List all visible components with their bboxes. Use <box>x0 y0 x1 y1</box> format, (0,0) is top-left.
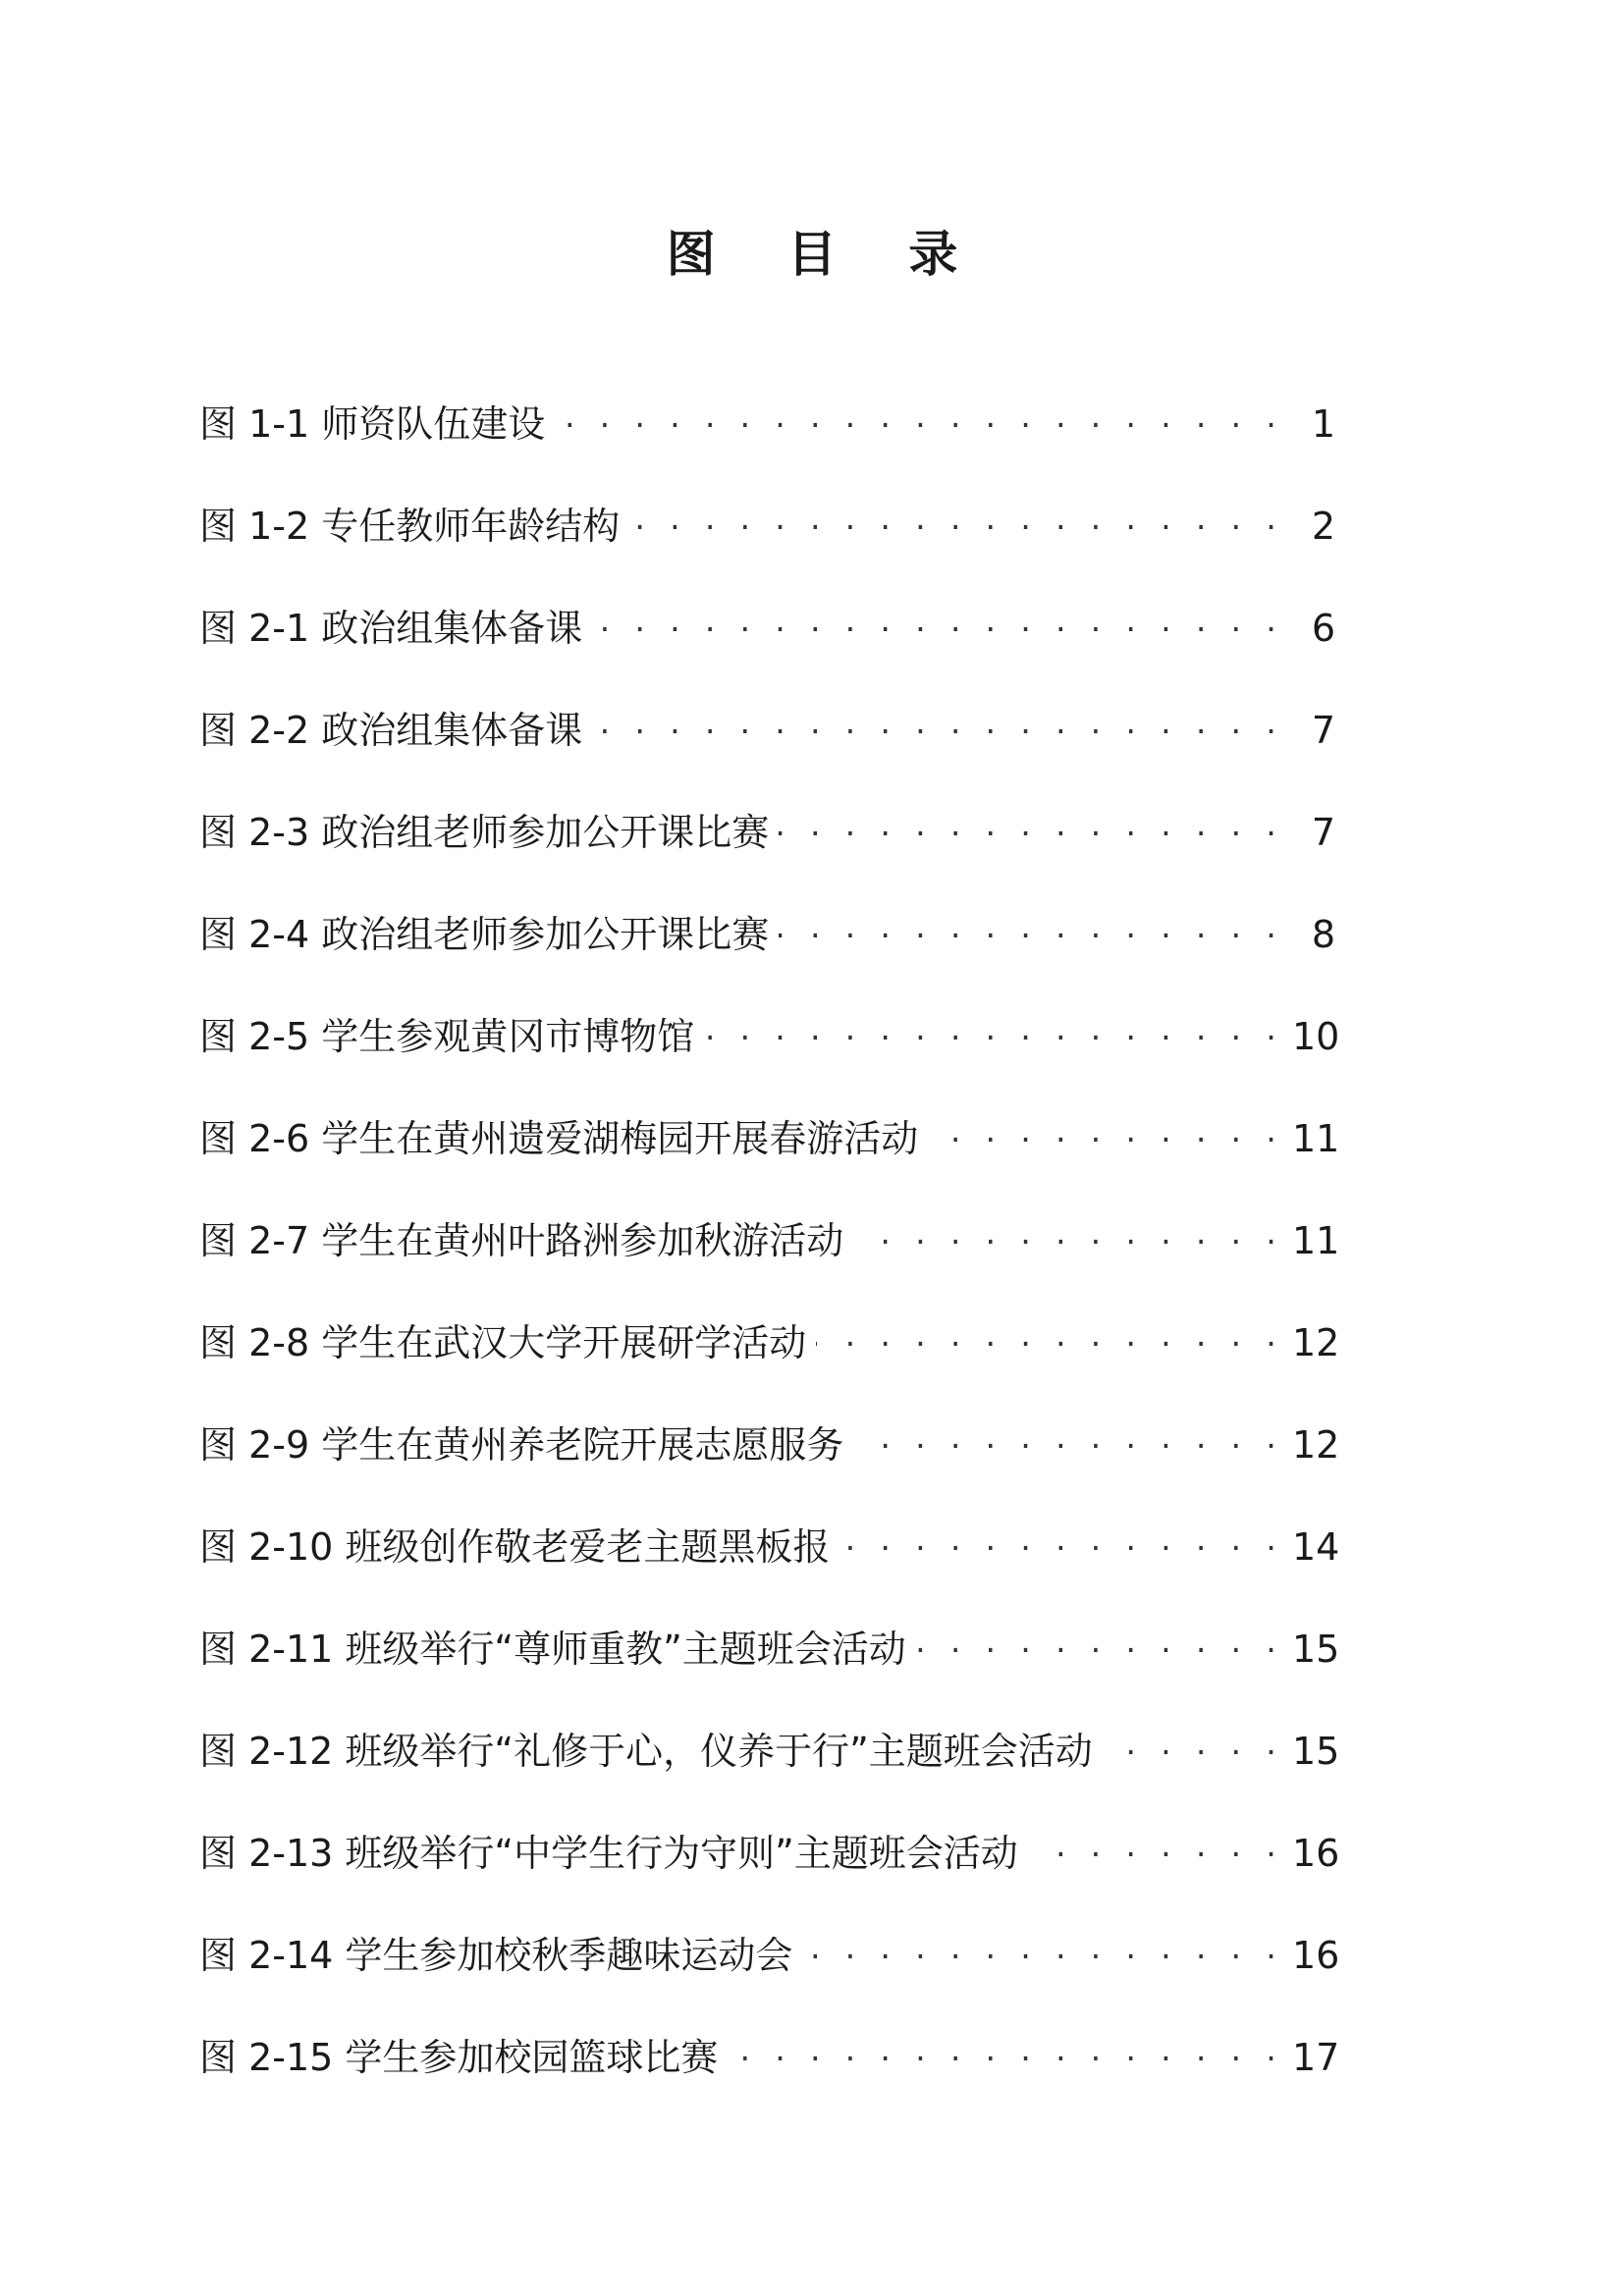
toc-entry[interactable] <box>199 2006 1340 2109</box>
toc-entry-label: 图 2-9 学生在黄州养老院开展志愿服务 <box>199 1423 844 1467</box>
toc-entry[interactable] <box>199 883 1335 986</box>
toc-entry-page: 15 <box>1292 1730 1340 1773</box>
toc-entry-page: 11 <box>1292 1219 1340 1262</box>
toc-entry-label: 图 2-12 班级举行“礼修于心，仪养于行”主题班会活动 <box>199 1730 1093 1773</box>
toc-dot-leader <box>1103 1727 1280 1776</box>
toc-entry-page: 14 <box>1292 1525 1340 1569</box>
toc-dot-leader <box>853 1216 1280 1265</box>
toc-entry[interactable] <box>199 1088 1340 1190</box>
table-of-figures <box>199 373 1340 2109</box>
toc-entry-page: 7 <box>1311 709 1335 752</box>
toc-entry-page: 12 <box>1292 1423 1340 1467</box>
toc-entry-label: 图 2-4 政治组老师参加公开课比赛 <box>199 913 770 956</box>
toc-dot-leader <box>779 808 1280 857</box>
toc-entry-label: 图 2-7 学生在黄州叶路洲参加秋游活动 <box>199 1219 844 1262</box>
toc-entry[interactable] <box>199 679 1335 781</box>
toc-entry[interactable] <box>199 1700 1340 1802</box>
toc-entry-label: 图 2-2 政治组集体备课 <box>199 709 583 752</box>
toc-entry-label: 图 2-10 班级创作敬老爱老主题黑板报 <box>199 1525 831 1569</box>
toc-entry[interactable] <box>199 1394 1340 1496</box>
toc-entry-label: 图 2-1 政治组集体备课 <box>199 607 583 650</box>
toc-dot-leader <box>839 1522 1280 1572</box>
toc-dot-leader <box>629 502 1280 551</box>
toc-dot-leader <box>592 706 1280 755</box>
toc-dot-leader <box>802 1931 1280 1980</box>
toc-dot-leader <box>592 604 1280 653</box>
toc-entry[interactable] <box>199 1802 1340 1904</box>
toc-entry[interactable] <box>199 1904 1340 2006</box>
toc-dot-leader <box>779 910 1280 959</box>
toc-entry-page: 15 <box>1292 1628 1340 1671</box>
toc-entry-label: 图 2-13 班级举行“中学生行为守则”主题班会活动 <box>199 1832 1018 1875</box>
toc-entry[interactable] <box>199 577 1335 679</box>
toc-entry-label: 图 1-1 师资队伍建设 <box>199 402 546 446</box>
toc-entry-label: 图 2-11 班级举行“尊师重教”主题班会活动 <box>199 1628 906 1671</box>
toc-entry-label: 图 2-8 学生在武汉大学开展研学活动 <box>199 1321 807 1364</box>
toc-entry-page: 10 <box>1292 1015 1340 1058</box>
toc-entry-page: 7 <box>1311 811 1335 854</box>
toc-entry-label: 图 2-3 政治组老师参加公开课比赛 <box>199 811 770 854</box>
toc-entry-page: 1 <box>1311 402 1335 446</box>
toc-dot-leader <box>928 1114 1280 1163</box>
toc-entry-page: 6 <box>1311 607 1335 650</box>
page-title: 图 目 录 <box>666 225 986 283</box>
toc-entry[interactable] <box>199 373 1335 475</box>
toc-entry-page: 8 <box>1311 913 1335 956</box>
toc-entry[interactable] <box>199 781 1335 883</box>
toc-dot-leader <box>555 400 1280 449</box>
toc-entry[interactable] <box>199 1292 1340 1394</box>
toc-dot-leader <box>728 2033 1280 2082</box>
toc-entry-label: 图 2-6 学生在黄州遗爱湖梅园开展春游活动 <box>199 1117 919 1160</box>
toc-dot-leader <box>704 1012 1280 1061</box>
toc-dot-leader <box>816 1318 1280 1367</box>
toc-entry-page: 11 <box>1292 1117 1340 1160</box>
toc-entry[interactable] <box>199 1496 1340 1598</box>
toc-entry-page: 16 <box>1292 1934 1340 1977</box>
toc-entry-page: 12 <box>1292 1321 1340 1364</box>
toc-entry-label: 图 1-2 专任教师年龄结构 <box>199 505 621 548</box>
toc-entry-page: 16 <box>1292 1832 1340 1875</box>
toc-entry-label: 图 2-15 学生参加校园篮球比赛 <box>199 2036 719 2079</box>
toc-entry-label: 图 2-5 学生参观黄冈市博物馆 <box>199 1015 695 1058</box>
toc-entry-page: 17 <box>1292 2036 1340 2079</box>
toc-entry-page: 2 <box>1311 505 1335 548</box>
toc-dot-leader <box>853 1420 1280 1469</box>
toc-dot-leader <box>916 1625 1280 1674</box>
toc-entry[interactable] <box>199 1598 1340 1700</box>
toc-dot-leader <box>1028 1829 1280 1878</box>
toc-entry-label: 图 2-14 学生参加校秋季趣味运动会 <box>199 1934 793 1977</box>
toc-entry[interactable] <box>199 986 1340 1088</box>
toc-entry[interactable] <box>199 1190 1340 1292</box>
toc-entry[interactable] <box>199 475 1335 577</box>
